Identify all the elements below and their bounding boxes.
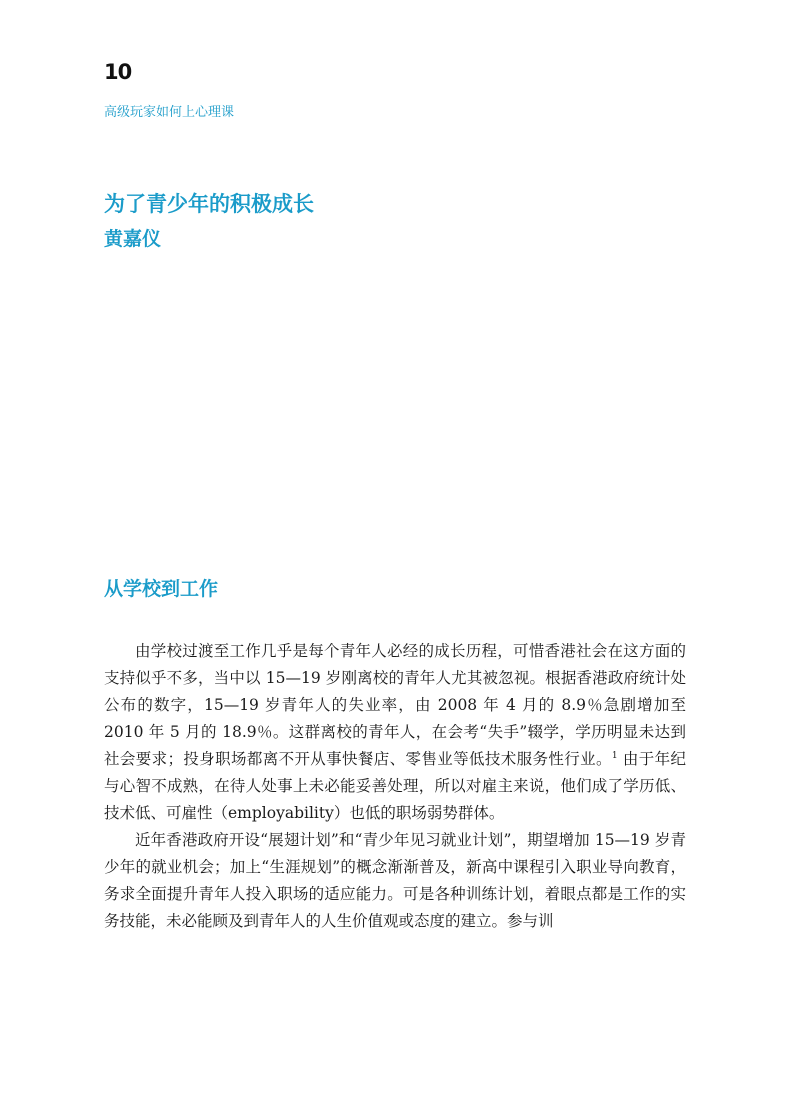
page-number: 10 <box>104 60 132 84</box>
running-head: 高级玩家如何上心理课 <box>104 105 235 120</box>
paragraph-1 <box>104 638 686 827</box>
section-heading: 从学校到工作 <box>104 578 219 600</box>
body-text <box>104 638 686 935</box>
footnote-ref: 1 <box>611 750 618 761</box>
paragraph-1-text-continued: 由于年纪与心智不成熟，在待人处事上未必能妥善处理，所以对雇主来说，他们成了学历低、技术低、可雇性（employability）也低的职场弱势群体。 <box>104 750 686 822</box>
chapter-author: 黄嘉仪 <box>104 228 162 250</box>
chapter-title: 为了青少年的积极成长 <box>104 192 314 216</box>
paragraph-2: 近年香港政府开设“展翅计划”和“青少年见习就业计划”，期望增加 15—19 岁青少年的就业机会；加上“生涯规划”的概念渐渐普及，新高中课程引入职业导向教育，务求全面提升青年人投入职场的适应能力。可是各种训练计划，着眼点都是工作的实务技能，未必能顾及到青年人的人生价值观或态度的建立。参与训 <box>104 831 686 930</box>
paragraph-1-text: 由学校过渡至工作几乎是每个青年人必经的成长历程，可惜香港社会在这方面的支持似乎不多，当中以 15—19 岁刚离校的青年人尤其被忽视。根据香港政府统计处公布的数字，15—19 岁青年人的失业率，由 2008 年 4 月的 8.9％急剧增加至 2010 年 5 月的 18.9％。这群离校的青年人，在会考“失手”辍学，学历明显未达到社会要求；投身职场都离不开从事快餐店、零售业等低技术服务性行业。 <box>104 642 686 768</box>
